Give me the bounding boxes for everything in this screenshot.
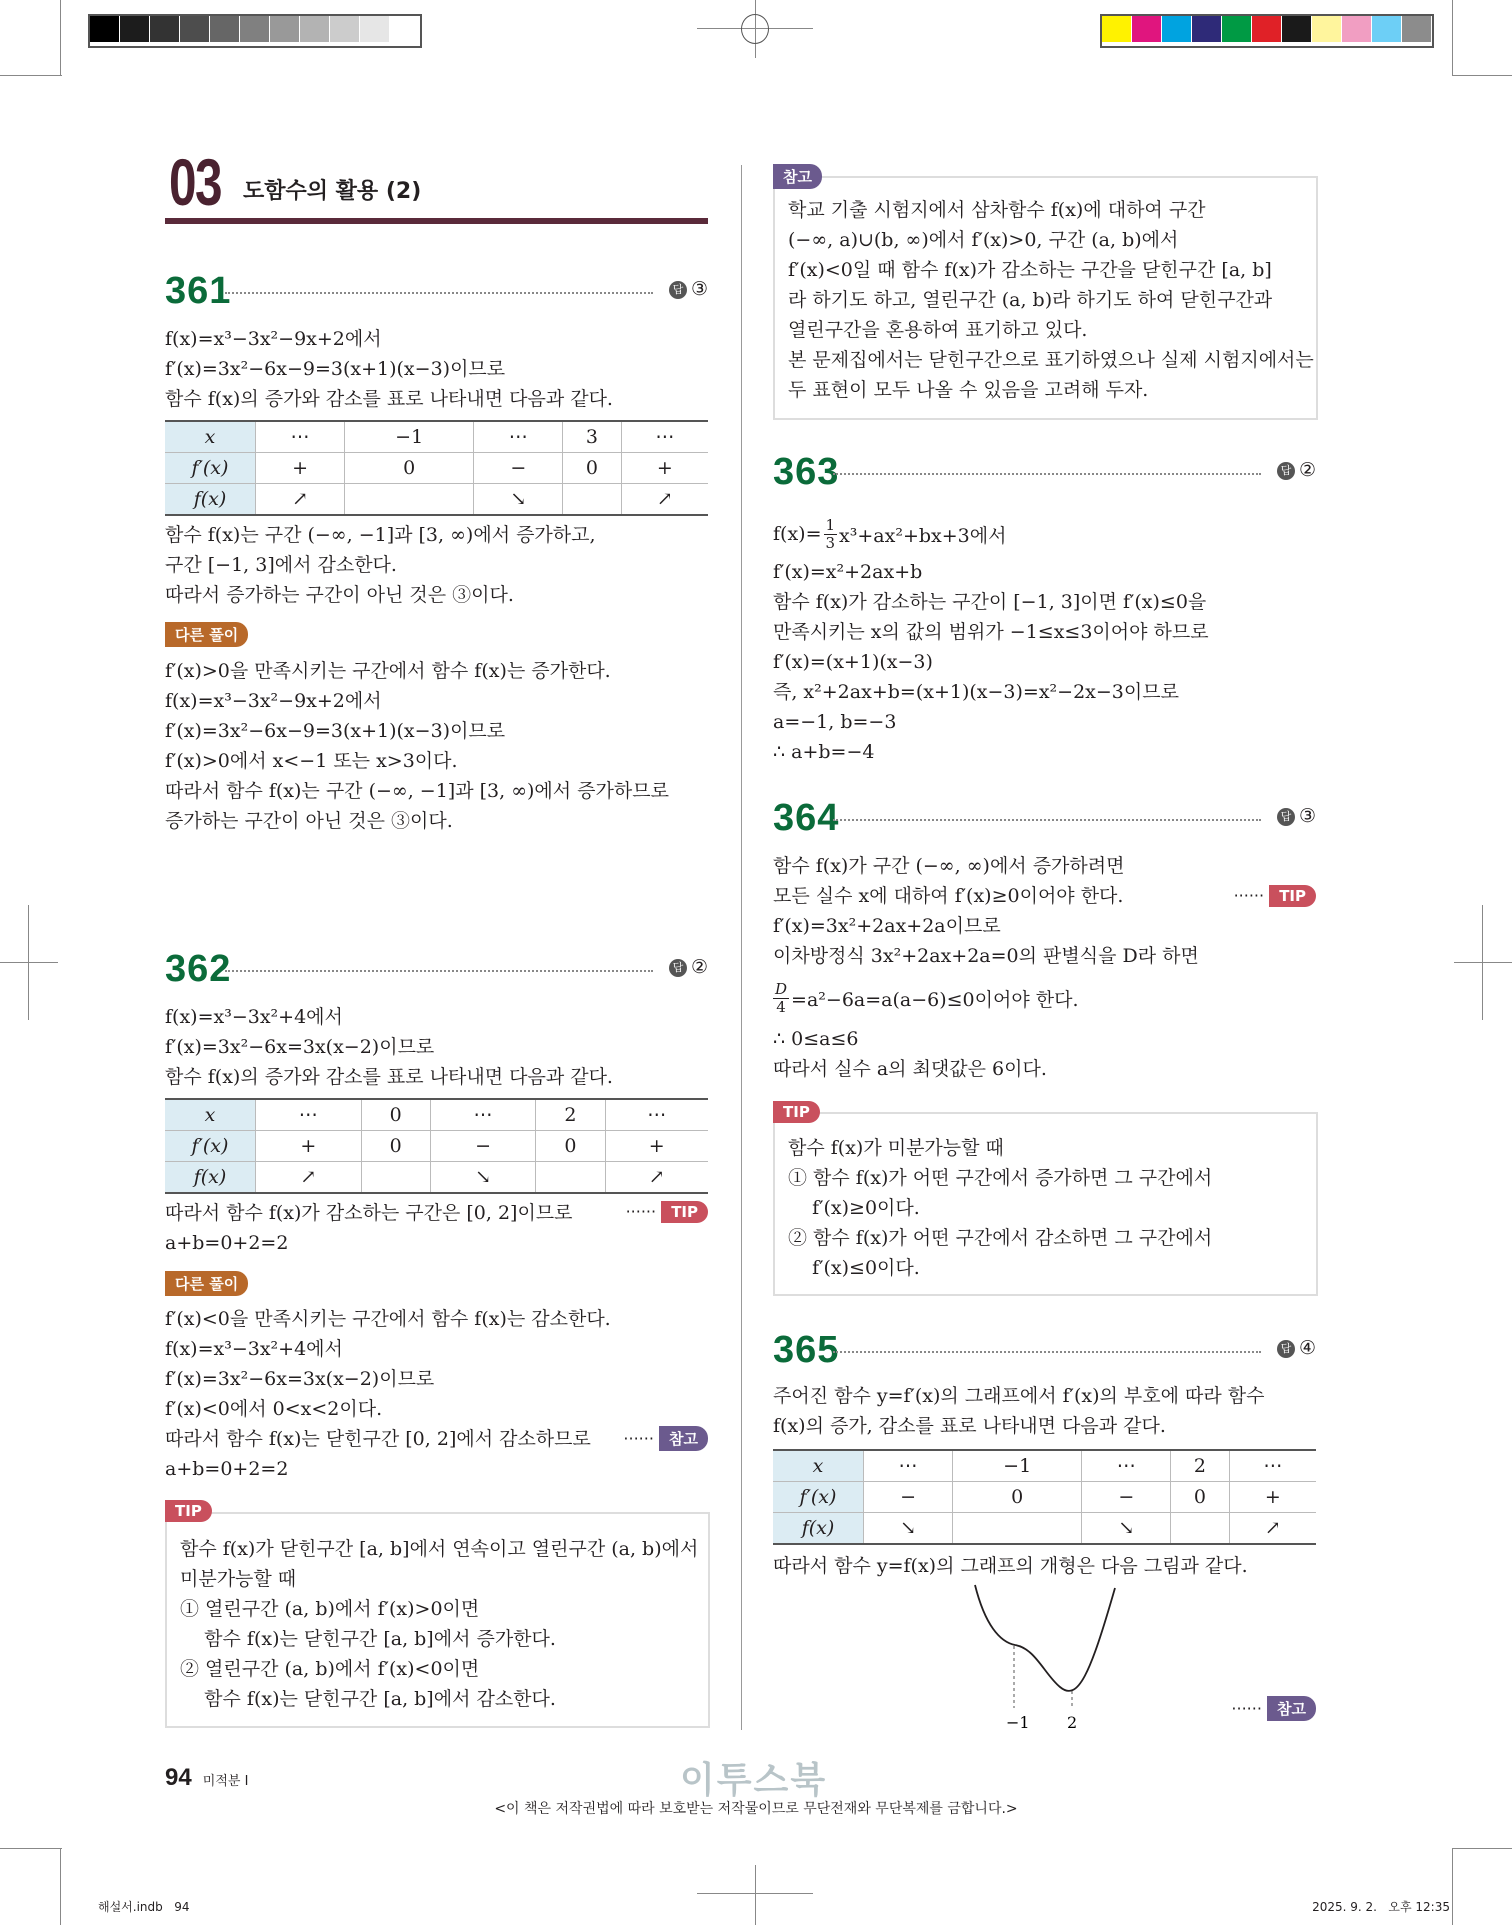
text-line: a=−1, b=−3: [773, 711, 897, 733]
solution-text: [773, 557, 1316, 767]
answer-badge: 답 ②: [1277, 459, 1316, 481]
table-cell: ⋯: [430, 1099, 536, 1131]
table-cell: 0: [536, 1131, 605, 1162]
color-swatch: [330, 16, 360, 42]
table-cell: [953, 1513, 1082, 1545]
table-cell: −: [474, 453, 563, 484]
table-cell: ↘: [864, 1513, 953, 1545]
reference-badge: 참고: [773, 164, 822, 189]
copyright-notice: <이 책은 저작권법에 따라 보호받는 저작물이므로 무단전재와 무단복제를 금합니다.>: [494, 1801, 1018, 1817]
solution-text: [165, 1002, 708, 1092]
color-swatch: [180, 16, 210, 42]
color-swatch: [1102, 16, 1132, 42]
ref-reference: ······ 참고: [1231, 1696, 1316, 1721]
text-line: 이차방정식 3x²+2ax+2a=0의 판별식을 D라 하면: [773, 945, 1199, 967]
table-cell: 0: [361, 1099, 430, 1131]
text-line: 미분가능할 때: [180, 1568, 297, 1590]
color-swatch: [1372, 16, 1402, 42]
text-line: f(x)=x³−3x²−9x+2에서: [165, 328, 382, 350]
table-cell: [345, 484, 474, 516]
table-cell: [563, 484, 621, 516]
table-cell: 0: [361, 1131, 430, 1162]
row-header-cell: x: [165, 1099, 256, 1131]
table-cell: [1171, 1513, 1229, 1545]
table-row: [165, 453, 708, 484]
alt-solution-badge: 다른 풀이: [165, 1271, 248, 1296]
color-swatch: [150, 16, 180, 42]
problem-number: 362: [165, 948, 232, 990]
publisher-logo: 이투스북: [680, 1760, 828, 1801]
tick-label-2: 2: [1067, 1713, 1078, 1732]
problem-number: 363: [773, 451, 840, 493]
text-line: 따라서 함수 y=f(x)의 그래프의 개형은 다음 그림과 같다.: [773, 1555, 1248, 1577]
answer-badge: 답 ④: [1277, 1337, 1316, 1359]
text-line: f′(x)=3x²−6x−9=3(x+1)(x−3)이므로: [165, 358, 506, 380]
text-line: f(x)=x³−3x²−9x+2에서: [165, 690, 382, 712]
color-swatch: [120, 16, 150, 42]
table-cell: ⋯: [1229, 1450, 1316, 1482]
text-line: 열린구간을 혼용하여 표기하고 있다.: [788, 319, 1088, 341]
table-cell: ↗: [605, 1162, 708, 1194]
text-line: 함수 f(x)는 닫힌구간 [a, b]에서 감소한다.: [180, 1688, 556, 1710]
text-line: a+b=0+2=2: [165, 1458, 289, 1480]
table-cell: ↗: [1229, 1513, 1316, 1545]
answer-badge: 답 ③: [1277, 805, 1316, 827]
text-line: ∴ 0≤a≤6: [773, 1028, 859, 1050]
text-line: 함수 f(x)가 미분가능할 때: [788, 1137, 1004, 1159]
table-cell: 0: [1171, 1482, 1229, 1513]
text-line: 따라서 증가하는 구간이 아닌 것은 ③이다.: [165, 584, 514, 606]
text-line: f′(x)>0을 만족시키는 구간에서 함수 f(x)는 증가한다.: [165, 660, 611, 682]
table-cell: ⋯: [1082, 1450, 1171, 1482]
table-cell: ⋯: [621, 421, 708, 453]
table-cell: ⋯: [474, 421, 563, 453]
problem-362-header: [165, 948, 708, 988]
text-line: 따라서 실수 a의 최댓값은 6이다.: [773, 1058, 1047, 1080]
problem-number: 365: [773, 1329, 840, 1371]
table-cell: [361, 1162, 430, 1194]
subject-name: 미적분 I: [202, 1774, 249, 1789]
text-line: ② 열린구간 (a, b)에서 f′(x)<0이면: [180, 1658, 480, 1680]
row-header-cell: x: [773, 1450, 864, 1482]
page-footer: [165, 1764, 248, 1792]
table-cell: ⋯: [256, 1099, 362, 1131]
file-name: 해설서.indb 94: [98, 1900, 190, 1914]
grayscale-color-bar: [88, 14, 422, 48]
color-swatch: [1132, 16, 1162, 42]
tip-badge: TIP: [165, 1500, 212, 1522]
table-cell: [536, 1162, 605, 1194]
text-line: f′(x)<0일 때 함수 f(x)가 감소하는 구간을 닫힌구간 [a, b]: [788, 259, 1272, 281]
equation-fraction-line: $\frac{D}{4}$ =a²−6a=a(a−6)≤0이어야 한다.: [775, 979, 1079, 1016]
table-cell: −: [864, 1482, 953, 1513]
color-swatch: [1222, 16, 1252, 42]
text-line: f′(x)=(x+1)(x−3): [773, 651, 933, 673]
row-header-cell: x: [165, 421, 256, 453]
tip-badge: TIP: [773, 1101, 820, 1123]
text-line: f(x)=x³−3x²+4에서: [165, 1006, 343, 1028]
alt-solution-text: [165, 656, 708, 836]
chapter-title: 도함수의 활용 (2): [243, 179, 422, 204]
table-cell: 0: [563, 453, 621, 484]
text-line: f′(x)=3x²+2ax+2a이므로: [773, 915, 1001, 937]
table-cell: 2: [1171, 1450, 1229, 1482]
text-line: f′(x)=x²+2ax+b: [773, 561, 923, 583]
table-cell: ⋯: [256, 421, 345, 453]
problem-361-header: [165, 270, 708, 310]
text-line: 따라서 함수 f(x)가 감소하는 구간은 [0, 2]이므로: [165, 1202, 573, 1224]
text-line: 함수 f(x)가 닫힌구간 [a, b]에서 연속이고 열린구간 (a, b)에서: [180, 1538, 699, 1560]
color-swatch: [270, 16, 300, 42]
equation-fraction-line: f(x)= $\frac{1}{3}$ x³+ax²+bx+3에서: [773, 515, 1007, 552]
table-cell: 0: [953, 1482, 1082, 1513]
color-swatch: [390, 16, 420, 42]
text-line: 두 표현이 모두 나올 수 있음을 고려해 두자.: [788, 379, 1149, 401]
sign-table: [165, 420, 708, 516]
text-line: f′(x)>0에서 x<−1 또는 x>3이다.: [165, 750, 458, 772]
solution-text: [773, 1381, 1316, 1441]
text-line: f(x)=x³−3x²+4에서: [165, 1338, 343, 1360]
table-cell: +: [256, 453, 345, 484]
table-cell: ↗: [621, 484, 708, 516]
color-swatch: [1282, 16, 1312, 42]
text-line: f′(x)<0에서 0<x<2이다.: [165, 1398, 383, 1420]
answer-badge: 답 ③: [669, 278, 708, 300]
table-cell: ↘: [474, 484, 563, 516]
problem-364-header: [773, 797, 1316, 837]
text-line: ① 열린구간 (a, b)에서 f′(x)>0이면: [180, 1598, 480, 1620]
table-cell: ↗: [256, 1162, 362, 1194]
table-cell: ⋯: [864, 1450, 953, 1482]
color-swatch: [1162, 16, 1192, 42]
table-row: [773, 1513, 1316, 1545]
table-cell: −1: [953, 1450, 1082, 1482]
table-row: [773, 1482, 1316, 1513]
row-header-cell: f′(x): [165, 1131, 256, 1162]
text-line: f′(x)=3x²−6x−9=3(x+1)(x−3)이므로: [165, 720, 506, 742]
table-row: [165, 1162, 708, 1194]
text-line: ① 함수 f(x)가 어떤 구간에서 증가하면 그 구간에서: [788, 1167, 1213, 1189]
table-row: [773, 1450, 1316, 1482]
tick-label-minus1: −1: [1006, 1713, 1030, 1732]
tip-text: [180, 1534, 723, 1714]
column-divider: [741, 165, 742, 1730]
text-line: ② 함수 f(x)가 어떤 구간에서 감소하면 그 구간에서: [788, 1227, 1213, 1249]
table-row: [165, 421, 708, 453]
cmyk-color-bar: [1100, 14, 1434, 48]
reference-text: [788, 195, 1331, 405]
table-cell: −1: [345, 421, 474, 453]
solution-text: [165, 324, 708, 414]
problem-number: 364: [773, 797, 840, 839]
text-line: a+b=0+2=2: [165, 1232, 289, 1254]
table-cell: −: [430, 1131, 536, 1162]
ref-reference: ······ 참고: [623, 1426, 708, 1451]
text-line: 따라서 함수 f(x)는 구간 (−∞, −1]과 [3, ∞)에서 증가하므로: [165, 780, 669, 802]
text-line: 학교 기출 시험지에서 삼차함수 f(x)에 대하여 구간: [788, 199, 1206, 221]
table-cell: +: [1229, 1482, 1316, 1513]
table-cell: 0: [345, 453, 474, 484]
row-header-cell: f(x): [165, 1162, 256, 1194]
chapter-header: [165, 145, 708, 224]
text-line: 본 문제집에서는 닫힌구간으로 표기하였으나 실제 시험지에서는: [788, 349, 1314, 371]
answer-badge: 답 ②: [669, 956, 708, 978]
print-date: 2025. 9. 2. 오후 12:35: [1312, 1900, 1450, 1914]
curve: [975, 1585, 1115, 1691]
text-line: 라 하기도 하고, 열린구간 (a, b)라 하기도 하여 닫힌구간과: [788, 289, 1273, 311]
tip-reference: ······ TIP: [1234, 885, 1316, 907]
text-line: 만족시키는 x의 값의 범위가 −1≤x≤3이어야 하므로: [773, 621, 1209, 643]
alt-solution-badge: 다른 풀이: [165, 622, 248, 647]
table-cell: 2: [536, 1099, 605, 1131]
table-cell: ↗: [256, 484, 345, 516]
text-line: ∴ a+b=−4: [773, 741, 875, 763]
color-swatch: [1402, 16, 1432, 42]
chapter-number: 03: [169, 145, 222, 219]
page-number: 94: [165, 1764, 192, 1791]
color-swatch: [210, 16, 240, 42]
problem-363-header: [773, 451, 1316, 491]
table-cell: 3: [563, 421, 621, 453]
sign-table: [773, 1449, 1316, 1545]
color-swatch: [240, 16, 270, 42]
color-swatch: [360, 16, 390, 42]
table-row: [165, 1099, 708, 1131]
solution-text: [773, 1024, 1316, 1084]
table-cell: +: [621, 453, 708, 484]
text-line: 함수 f(x)가 감소하는 구간이 [−1, 3]이면 f′(x)≤0을: [773, 591, 1207, 613]
tip-text: [788, 1133, 1331, 1283]
table-cell: ↘: [1082, 1513, 1171, 1545]
text-line: f′(x)<0을 만족시키는 구간에서 함수 f(x)는 감소한다.: [165, 1308, 611, 1330]
sign-table: [165, 1098, 708, 1194]
row-header-cell: f′(x): [165, 453, 256, 484]
tip-reference: ······ TIP: [626, 1201, 708, 1223]
table-row: [165, 1131, 708, 1162]
color-swatch: [90, 16, 120, 42]
text-line: 주어진 함수 y=f′(x)의 그래프에서 f′(x)의 부호에 따라 함수: [773, 1385, 1265, 1407]
text-line: f′(x)=3x²−6x=3x(x−2)이므로: [165, 1036, 435, 1058]
solution-text: [773, 1551, 1316, 1581]
text-line: f′(x)=3x²−6x=3x(x−2)이므로: [165, 1368, 435, 1390]
table-cell: ↘: [430, 1162, 536, 1194]
text-line: 모든 실수 x에 대하여 f′(x)≥0이어야 한다.: [773, 885, 1124, 907]
table-cell: +: [605, 1131, 708, 1162]
color-swatch: [1192, 16, 1222, 42]
row-header-cell: f(x): [165, 484, 256, 516]
text-line: f(x)의 증가, 감소를 표로 나타내면 다음과 같다.: [773, 1415, 1166, 1437]
text-line: (−∞, a)∪(b, ∞)에서 f′(x)>0, 구간 (a, b)에서: [788, 229, 1179, 251]
text-line: 함수 f(x)는 닫힌구간 [a, b]에서 증가한다.: [180, 1628, 556, 1650]
table-cell: +: [256, 1131, 362, 1162]
problem-365-header: [773, 1329, 1316, 1369]
text-line: 함수 f(x)는 구간 (−∞, −1]과 [3, ∞)에서 증가하고,: [165, 524, 596, 546]
color-swatch: [1252, 16, 1282, 42]
alt-solution-text: [165, 1304, 708, 1484]
text-line: 따라서 함수 f(x)는 닫힌구간 [0, 2]에서 감소하므로: [165, 1428, 591, 1450]
problem-number: 361: [165, 270, 232, 312]
text-line: f′(x)≤0이다.: [788, 1257, 920, 1279]
solution-text: [165, 520, 708, 610]
table-cell: ⋯: [605, 1099, 708, 1131]
row-header-cell: f(x): [773, 1513, 864, 1545]
text-line: 구간 [−1, 3]에서 감소한다.: [165, 554, 397, 576]
color-swatch: [300, 16, 330, 42]
text-line: 함수 f(x)의 증가와 감소를 표로 나타내면 다음과 같다.: [165, 388, 613, 410]
text-line: 함수 f(x)가 구간 (−∞, ∞)에서 증가하려면: [773, 855, 1125, 877]
table-cell: −: [1082, 1482, 1171, 1513]
table-row: [165, 484, 708, 516]
row-header-cell: f′(x): [773, 1482, 864, 1513]
text-line: 증가하는 구간이 아닌 것은 ③이다.: [165, 810, 453, 832]
color-swatch: [1342, 16, 1372, 42]
text-line: 함수 f(x)의 증가와 감소를 표로 나타내면 다음과 같다.: [165, 1066, 613, 1088]
solution-text: [773, 851, 1316, 971]
text-line: f′(x)≥0이다.: [788, 1197, 920, 1219]
color-swatch: [1312, 16, 1342, 42]
text-line: 즉, x²+2ax+b=(x+1)(x−3)=x²−2x−3이므로: [773, 681, 1179, 703]
